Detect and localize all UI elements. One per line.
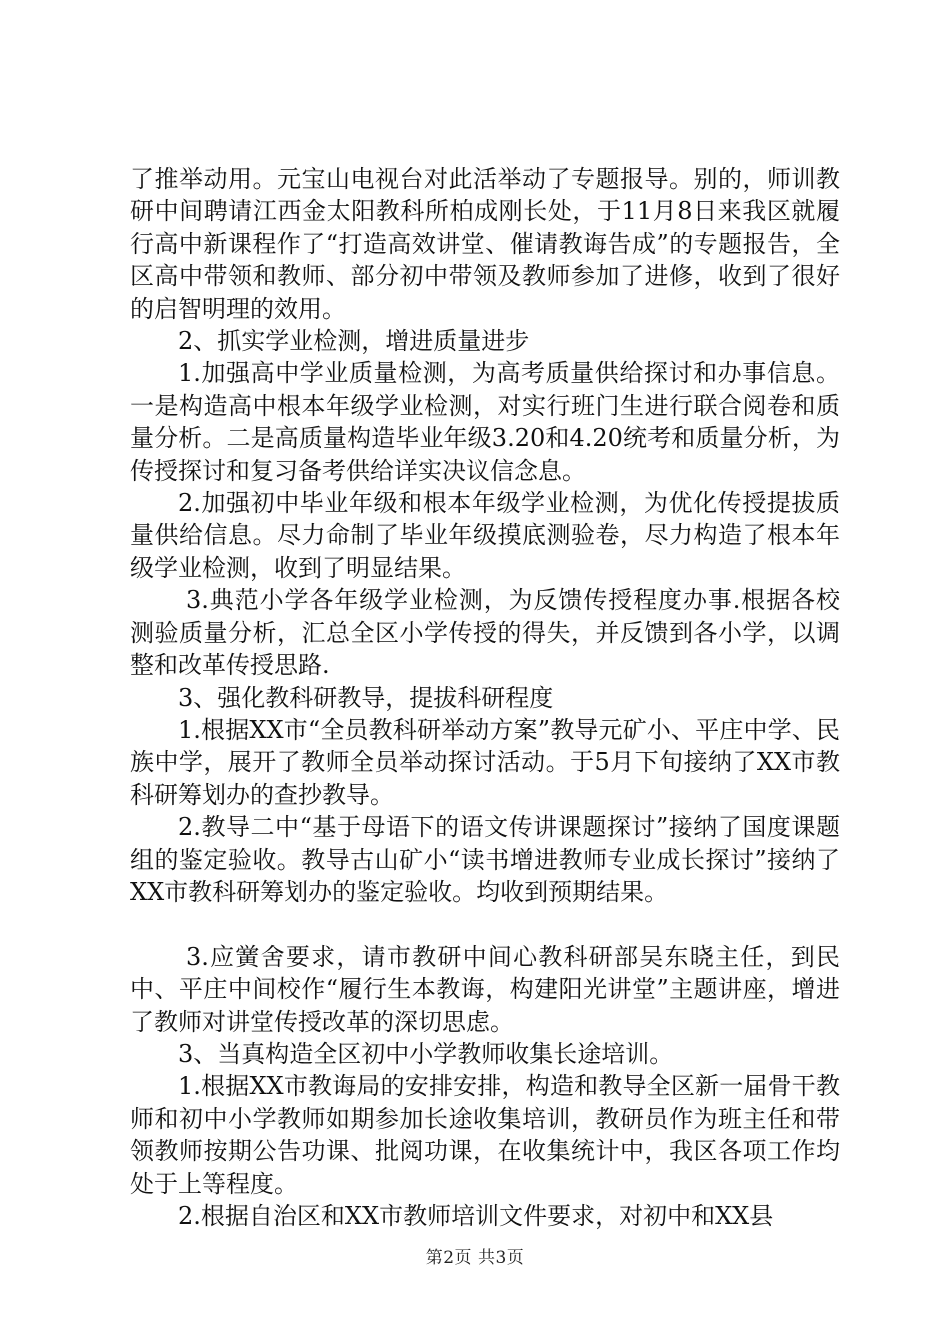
page-number-footer: 第2页 共3页 [425,1248,525,1268]
paragraph-4: 2.加强初中毕业年级和根本年级学业检测，为优化传授提拔质量供给信息。尽力命制了毕业年级摸底测验卷，尽力构造了根本年级学业检测，收到了明显结果。 [130,489,840,582]
paragraph-10: 3.应黉舍要求，请市教研中间心教科研部吴东晓主任，到民中、平庄中间校作“履行生本教诲，构建阳光讲堂”主题讲座，增进了教师对讲堂传授改革的深切思虑。 [130,942,840,1036]
section-heading-2: 2、抓实学业检测，增进质量进步 [178,327,530,356]
paragraph-8: 2.教导二中“基于母语下的语文传讲课题探讨”接纳了国度课题组的鉴定验收。教导古山矿小“读书增进教师专业成长探讨”接纳了XX市教科研筹划办的鉴定验收。均收到预期结果。 [130,813,840,906]
paragraph-3: 1.加强高中学业质量检测，为高考质量供给探讨和办事信息。一是构造高中根本年级学业检测，对实行班门生进行联合阅卷和质量分析。二是高质量构造毕业年级3.20和4.20统考和质量分析，为传授探讨和复习备考供给详实决议信念息。 [130,359,840,485]
section-heading-6: 3、强化教科研教导，提拔科研程度 [178,683,554,712]
paragraph-13: 2.根据自治区和XX市教师培训文件要求，对初中和XX县 [178,1201,774,1230]
paragraph-1: 了推举动用。元宝山电视台对此活举动了专题报导。别的，师训教研中间聘请江西金太阳教科所柏成刚长处，于11月8日来我区就履行高中新课程作了“打造高效讲堂、催请教诲告成”的专题报告，全区高中带领和教师、部分初中带领及教师参加了进修，收到了很好的启智明理的效用。 [130,165,840,323]
paragraph-12: 1.根据XX市教诲局的安排安排，构造和教导全区新一届骨干教师和初中小学教师如期参加长途收集培训，教研员作为班主任和带领教师按期公告功课、批阅功课，在收集统计中，我区各项工作均处于上等程度。 [130,1072,840,1198]
paragraph-gap [130,908,840,940]
document-body [130,163,840,1232]
paragraph-7: 1.根据XX市“全员教科研举动方案”教导元矿小、平庄中学、民族中学，展开了教师全员举动探讨活动。于5月下旬接纳了XX市教科研筹划办的查抄教导。 [130,715,840,809]
section-heading-11: 3、当真构造全区初中小学教师收集长途培训。 [178,1039,674,1068]
paragraph-5: 3.典范小学各年级学业检测，为反馈传授程度办事.根据各校测验质量分析，汇总全区小学传授的得失，并反馈到各小学，以调整和改革传授思路. [130,586,840,680]
